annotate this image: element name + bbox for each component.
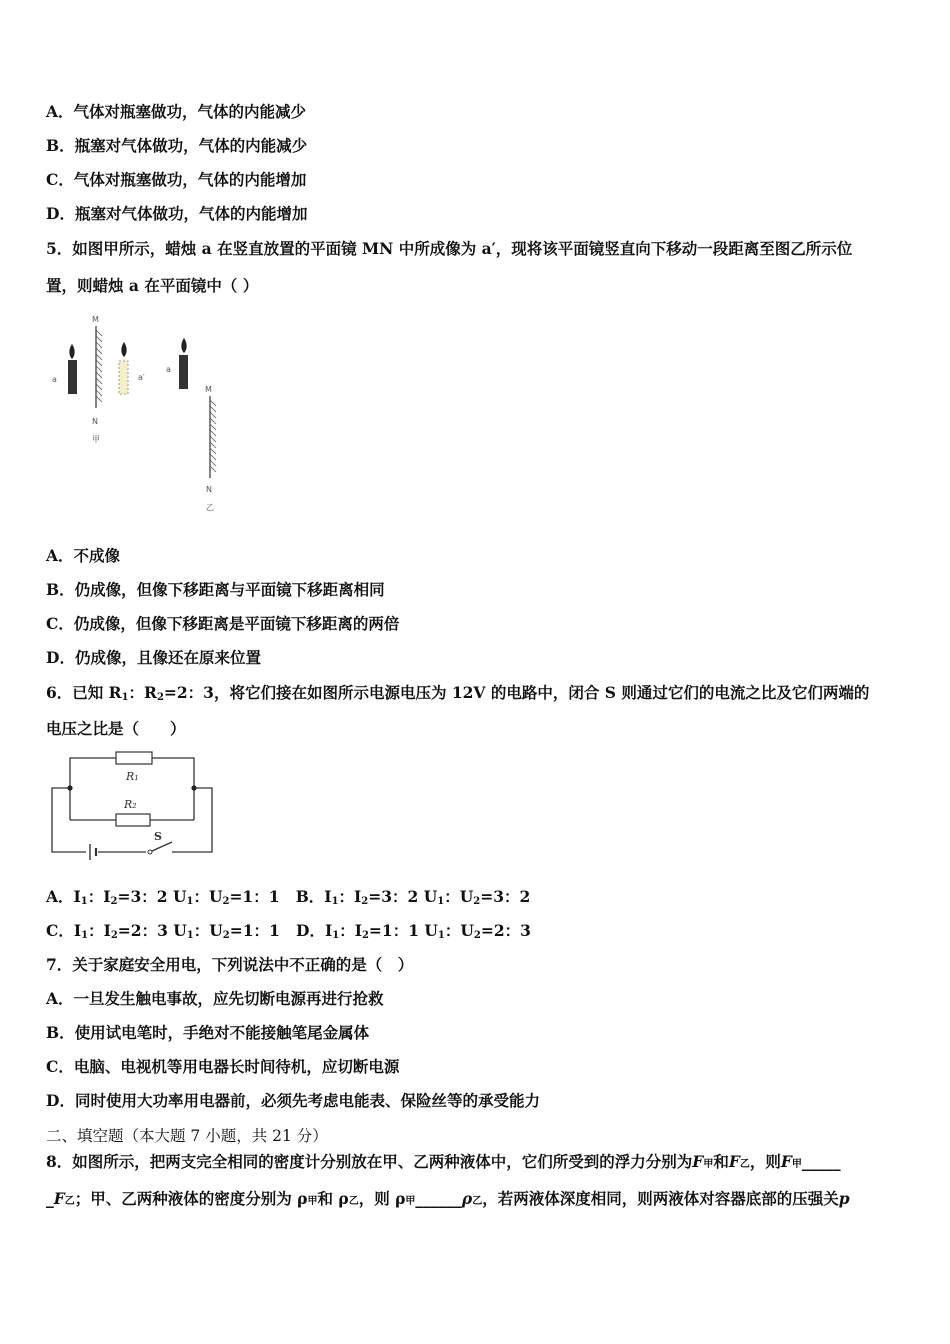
q7-option-a: A．一旦发生触电事故，应先切断电源再进行抢救 — [46, 989, 384, 1008]
q4-option-d: D．瓶塞对气体做功，气体的内能增加 — [46, 204, 308, 223]
q6-stem-line1: 6．已知 $R_1$：$R_2=2$：3，将它们接在如图所示电源电压为 12V 的电路中，闭合 S 则通过它们的电流之比及它们两端的 — [46, 683, 870, 703]
fig2-caption: 乙 — [206, 503, 214, 512]
q5-option-d: D．仍成像，且像还在原来位置 — [46, 648, 261, 667]
r2-label: R₂ — [124, 798, 137, 811]
fig1-n-label: N — [92, 417, 98, 426]
resistor-r2 — [116, 814, 150, 826]
q6-stem-line2: 电压之比是（ ） — [46, 719, 186, 738]
fig2-m-label: M — [205, 385, 212, 394]
q6-options-line1: A．$I_1$：$I_2=3$：2 $U_1$：$U_2=1$：1 B．$I_1$：$I_2=3$：2 $U_1$：$U_2=3$：2 — [46, 887, 531, 907]
q5-stem-line2: 置，则蜡烛 a 在平面镜中（ ） — [46, 276, 259, 295]
q5-option-c: C．仍成像，但像下移距离是平面镜下移距离的两倍 — [46, 614, 400, 633]
q6-options-line2: C．$I_1$：$I_2=2$：3 $U_1$：$U_2=1$：1 D．$I_1$：$I_2=1$：1 $U_1$：$U_2=2$：3 — [46, 921, 531, 941]
candle-a-fig2 — [179, 338, 188, 389]
q5-stem-line1: 5．如图甲所示，蜡烛 a 在竖直放置的平面镜 MN 中所成像为 a′，现将该平面镜竖直向下移动一段距离至图乙所示位 — [46, 239, 853, 258]
q6-circuit-figure — [46, 748, 222, 864]
q5-option-a: A．不成像 — [46, 546, 121, 565]
q7-option-c: C．电脑、电视机等用电器长时间待机，应切断电源 — [46, 1057, 400, 1076]
q4-option-a: A．气体对瓶塞做功，气体的内能减少 — [46, 102, 307, 121]
q8-line2: _F乙；甲、乙两种液体的密度分别为 ρ甲和 ρ乙，则 ρ甲______ρ乙，若两液体深度相同，则两液体对容器底部的压强关p — [46, 1189, 850, 1208]
candle-a-fig1 — [68, 344, 77, 394]
section-2-title: 二、填空题（本大题 7 小题，共 21 分） — [46, 1127, 328, 1145]
fig2-n-label: N — [206, 485, 212, 494]
fig1-mirror-hatching — [96, 330, 102, 402]
q5-mirror-figure — [46, 312, 236, 522]
fig1-a-label: a — [52, 375, 57, 384]
r1-label: R₁ — [126, 770, 139, 783]
q7-stem: 7．关于家庭安全用电，下列说法中不正确的是（ ） — [46, 955, 414, 974]
fig1-m-label: M — [92, 315, 99, 324]
q7-option-d: D．同时使用大功率用电器前，必须先考虑电能表、保险丝等的承受能力 — [46, 1091, 540, 1110]
fig1-a-prime-label: a′ — [138, 373, 145, 382]
fig1-caption: 甲 — [92, 435, 100, 444]
q5-option-b: B．仍成像，但像下移距离与平面镜下移距离相同 — [46, 580, 385, 599]
q8-line1: 8．如图所示，把两支完全相同的密度计分别放在甲、乙两种液体中，它们所受到的浮力分别为F甲和F乙，则F甲_____ — [46, 1152, 841, 1171]
switch-symbol — [146, 842, 176, 856]
resistor-r1 — [116, 752, 152, 764]
fig2-a-label: a — [166, 365, 171, 374]
fig2-mirror-hatching — [210, 400, 216, 472]
q4-option-b: B．瓶塞对气体做功，气体的内能减少 — [46, 136, 308, 155]
switch-label: S — [154, 830, 162, 843]
battery-symbol — [86, 844, 96, 860]
q7-option-b: B．使用试电笔时，手绝对不能接触笔尾金属体 — [46, 1023, 370, 1042]
q4-option-c: C．气体对瓶塞做功，气体的内能增加 — [46, 170, 307, 189]
candle-image-a-prime — [119, 342, 128, 394]
